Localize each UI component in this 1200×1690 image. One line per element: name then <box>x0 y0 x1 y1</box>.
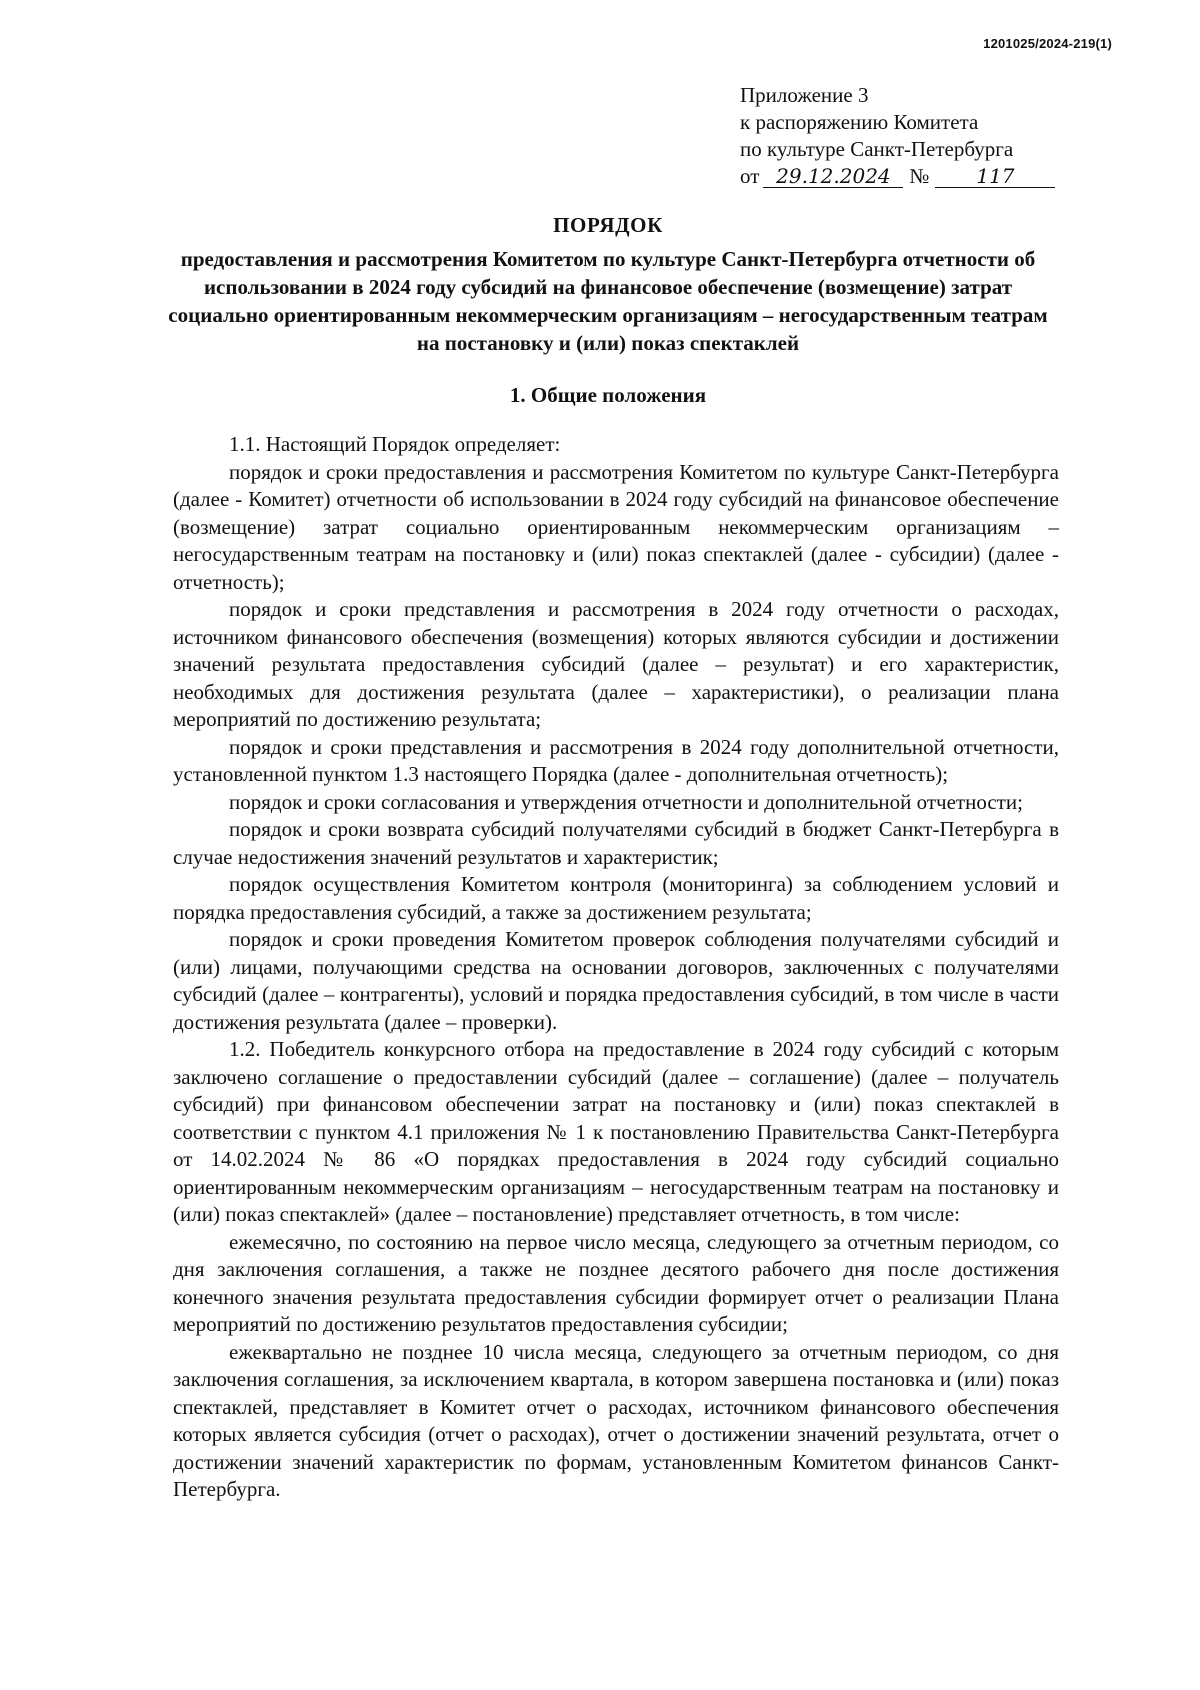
paragraph: порядок и сроки предоставления и рассмотрения Комитетом по культуре Санкт-Петербурга (далее - Комитет) отчетности об использовании в 2024 году субсидий на финансовое обеспечение (возмещение) затрат социально ориентированным некоммерческим организациям – негосударственным театрам на постановку и (или) показ спектаклей (далее - субсидии) (далее - отчетность); <box>173 459 1059 594</box>
document-title: ПОРЯДОК <box>553 213 663 237</box>
paragraph: порядок и сроки представления и рассмотрения в 2024 году дополнительной отчетности, установленной пунктом 1.3 настоящего Порядка (далее - дополнительная отчетность); <box>173 734 1059 786</box>
paragraph: ежемесячно, по состоянию на первое число месяца, следующего за отчетным периодом, со дня заключения соглашения, а также не позднее десятого рабочего дня после достижения конечного значения результата предоставления субсидии формирует отчет о реализации Плана мероприятий по достижению результатов предоставления субсидии; <box>173 1229 1059 1336</box>
document-subtitle: предоставления и рассмотрения Комитетом по культуре Санкт-Петербурга отчетности об использовании в 2024 году субсидий на финансовое обеспечение (возмещение) затрат социально ориентированным некоммерческим организациям – негосударственным театрам на постановку и (или) показ спектаклей <box>168 247 1048 355</box>
paragraph: порядок и сроки представления и рассмотрения в 2024 году отчетности о расходах, источником финансового обеспечения (возмещения) которых являются субсидии и достижении значений результата предоставления субсидий (далее – результат) и его характеристик, необходимых для достижения результата (далее – характеристики), о реализации плана мероприятий по достижению результата; <box>173 597 1059 731</box>
document-number: 1201025/2024-219(1) <box>983 36 1112 51</box>
handwritten-number: 117 <box>935 165 1055 188</box>
paragraph: порядок и сроки проведения Комитетом проверок соблюдения получателями субсидий и (или) лицами, получающими средства на основании договоров, заключенных с получателями субсидий (далее – контрагенты), условий и порядка предоставления субсидий, в том числе в части достижения результата (далее – проверки). <box>173 927 1059 1034</box>
paragraph: порядок и сроки согласования и утверждения отчетности и дополнительной отчетности; <box>229 789 1023 814</box>
appendix-line-1: Приложение 3 <box>740 83 869 107</box>
paragraph: порядок осуществления Комитетом контроля (мониторинга) за соблюдением условий и порядка предоставления субсидий, а также за достижением результата; <box>173 872 1059 924</box>
paragraph-1-1: 1.1. Настоящий Порядок определяет: <box>229 432 561 456</box>
paragraph: порядок и сроки возврата субсидий получателями субсидий в бюджет Санкт-Петербурга в случае недостижения значений результатов и характеристик; <box>173 817 1059 869</box>
handwritten-date: 29.12.2024 <box>763 165 903 188</box>
appendix-line-2: к распоряжению Комитета <box>740 110 979 134</box>
appendix-line-3: по культуре Санкт-Петербурга <box>740 137 1014 161</box>
appendix-block <box>740 82 1080 190</box>
number-sign: № <box>909 164 930 188</box>
paragraph-1-2: 1.2. Победитель конкурсного отбора на предоставление в 2024 году субсидий с которым заключено соглашение о предоставлении субсидий (далее – соглашение) (далее – получатель субсидий) при финансовом обеспечении затрат на постановку и (или) показ спектаклей в соответствии с пунктом 4.1 приложения № 1 к постановлению Правительства Санкт-Петербурга от 14.02.2024 № 86 «О порядках предоставления в 2024 году субсидий социально ориентированным некоммерческим организациям – негосударственным театрам на постановку и (или) показ спектаклей» (далее – постановление) представляет отчетность, в том числе: <box>173 1037 1059 1226</box>
appendix-date-line <box>740 163 1080 190</box>
section-heading: 1. Общие положения <box>509 383 707 407</box>
paragraph: ежеквартально не позднее 10 числа месяца, следующего за отчетным периодом, со дня заключения соглашения, за исключением квартала, в котором завершена постановка и (или) показ спектаклей, представляет в Комитет отчет о расходах, источником финансового обеспечения которых является субсидия (отчет о расходах), отчет о достижении значений результата, отчет о достижении значений характеристик по формам, установленным Комитетом финансов Санкт-Петербурга. <box>173 1339 1059 1501</box>
document-body <box>173 431 1059 1504</box>
date-prefix: от <box>740 164 760 188</box>
